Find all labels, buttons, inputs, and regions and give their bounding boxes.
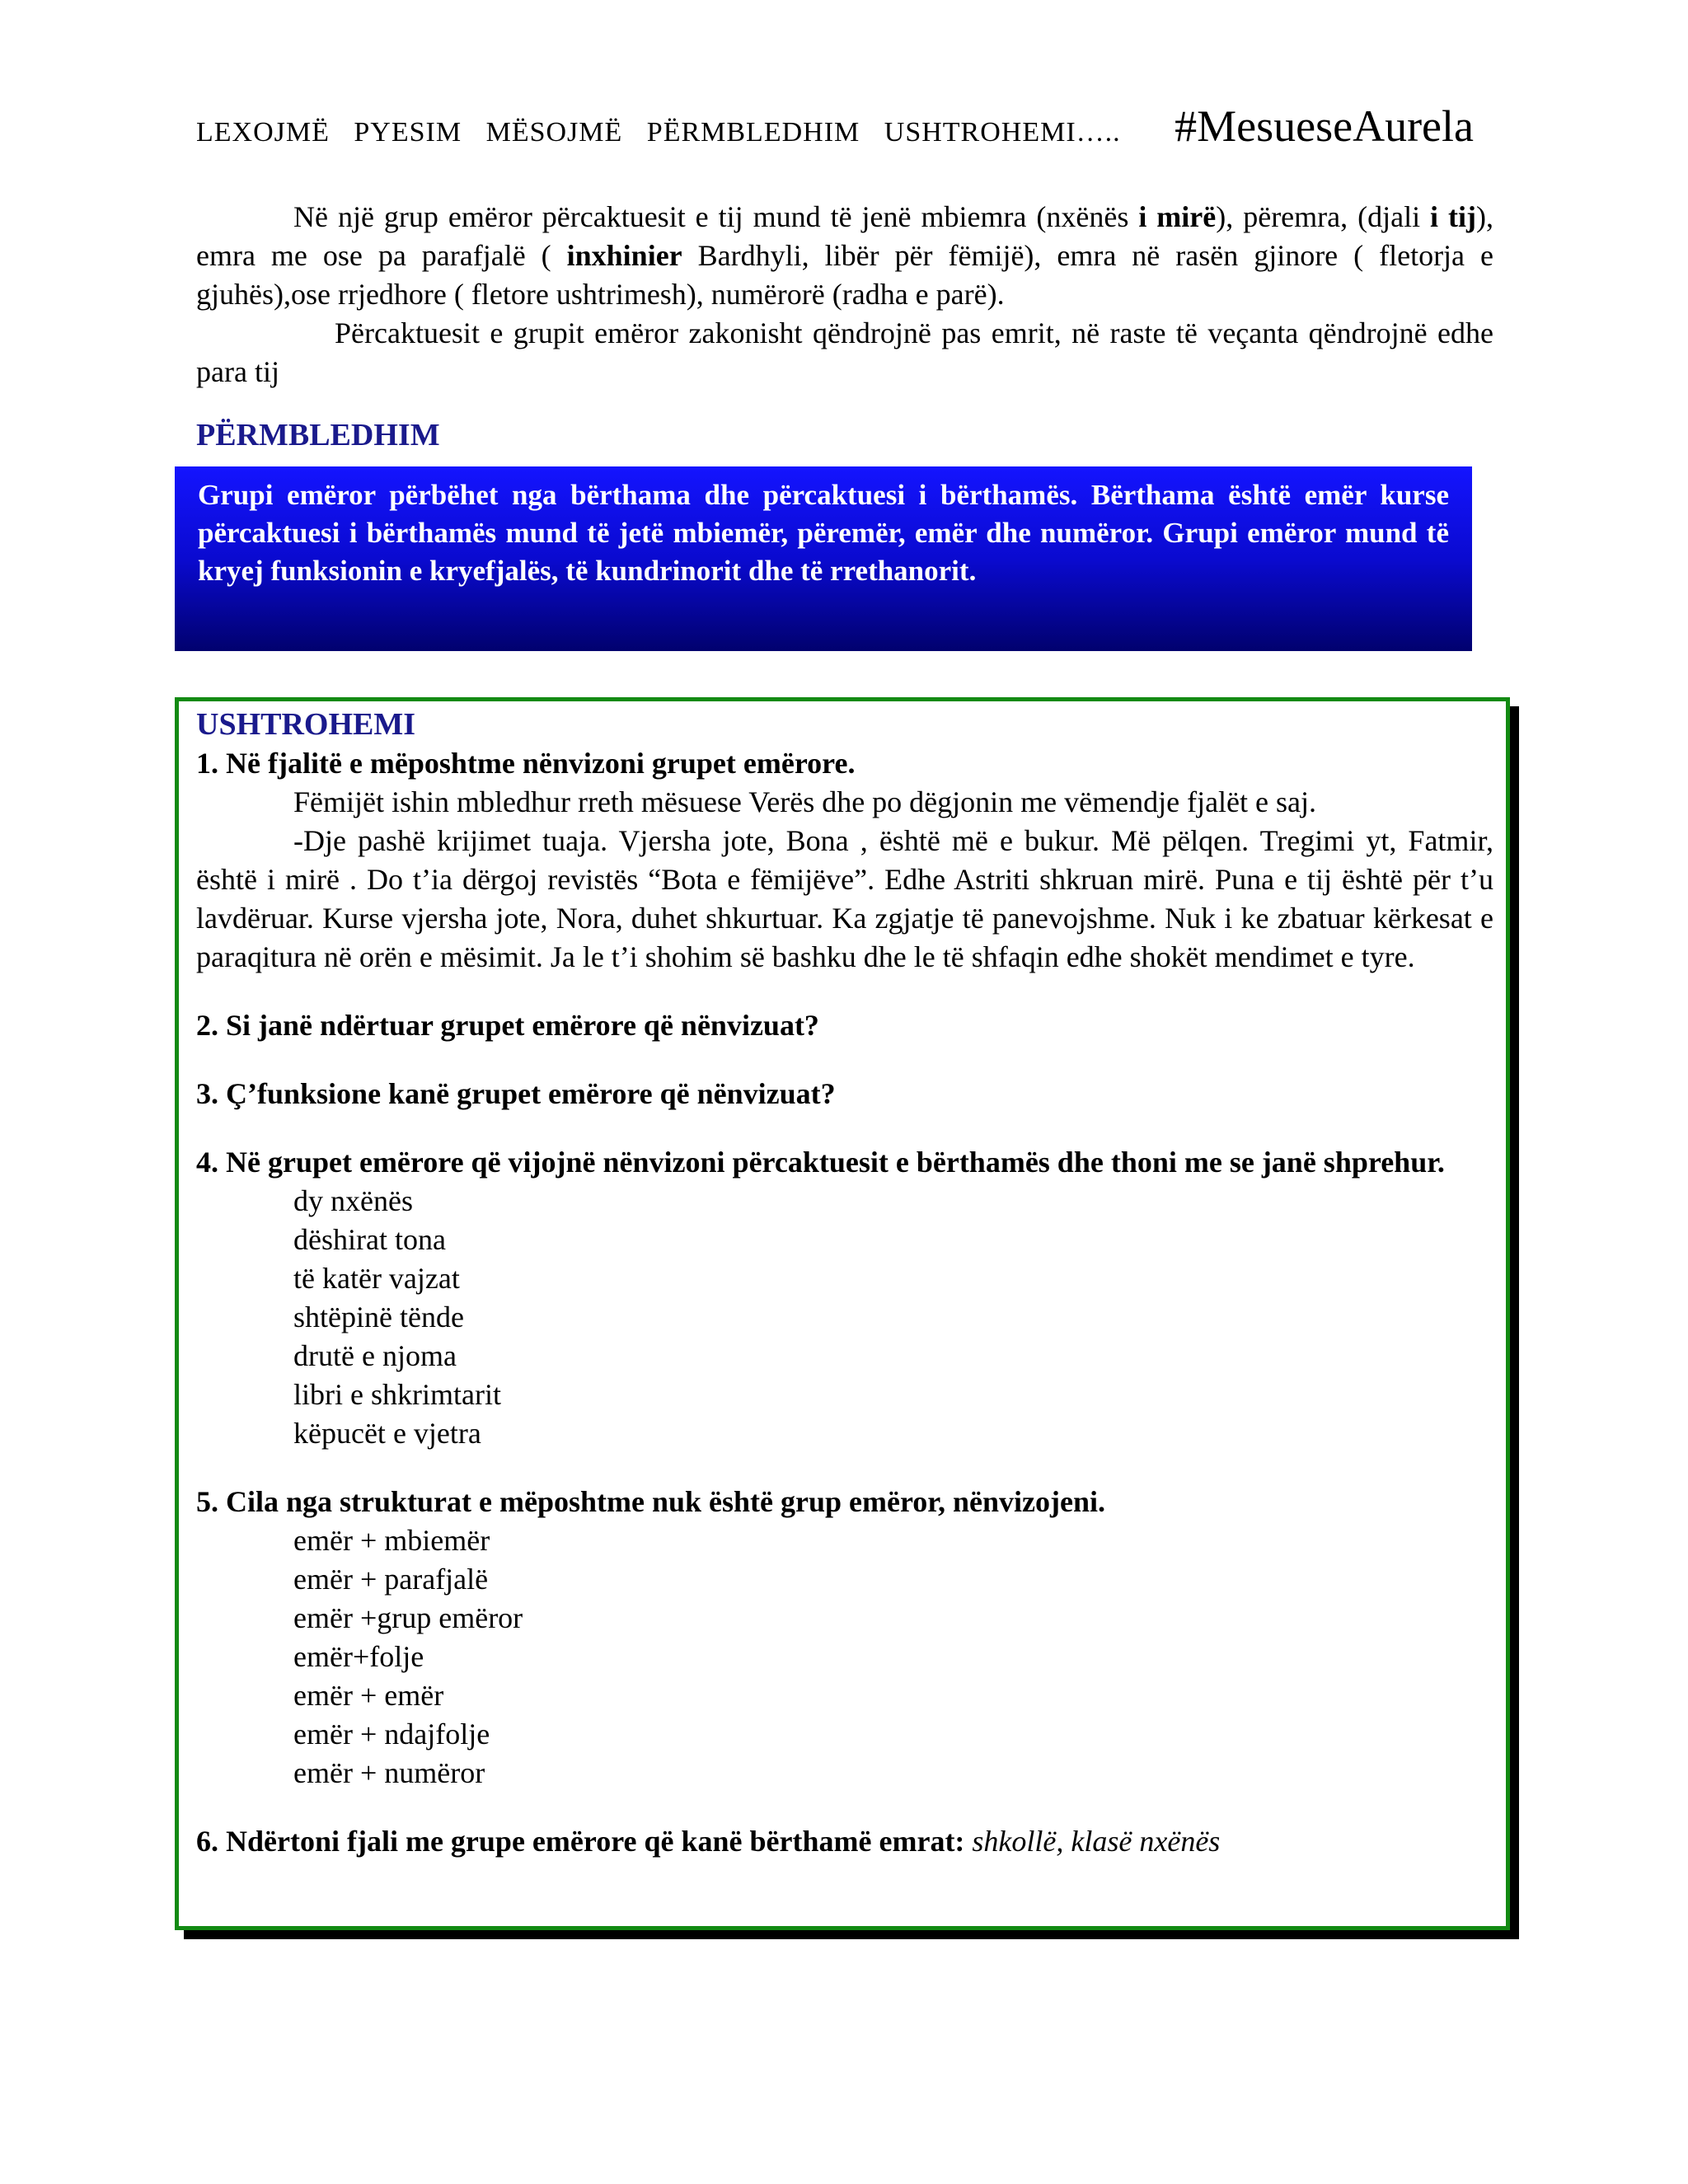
summary-box: Grupi emëror përbëhet nga bërthama dhe përcaktuesi i bërthamës. Bërthama është emër kurse përcaktuesi i bërthamës mund të jetë mbiemër, përemër, emër dhe numëror. Grupi emëror mund të kryej funksionin e kryefjalës, të kundrinorit dhe të rrethanorit. xyxy=(175,466,1472,651)
intro-bold-b: i tij xyxy=(1430,200,1477,233)
intro-section xyxy=(196,198,1493,391)
list-item: emër +grup emëror xyxy=(293,1601,523,1634)
page-header xyxy=(196,101,1474,158)
nav-lexojme: LEXOJMË xyxy=(196,117,330,148)
question-5: 5. Cila nga strukturat e mëposhtme nuk është grup emëror, nënvizojeni. xyxy=(196,1485,1105,1518)
question-4-list xyxy=(196,1182,1493,1453)
question-6 xyxy=(196,1822,1493,1861)
intro-text-d: Bardhyli, libër për fëmijë), emra në rasën gjinore ( fletorja e gjuhës),ose rrjedhore ( fletore ushtrimesh), numërorë (radha e parë). xyxy=(196,239,1493,311)
exercises-content xyxy=(196,705,1493,1861)
header-nav xyxy=(196,117,1137,148)
list-item: emër + mbiemër xyxy=(293,1524,490,1557)
list-item: emër + emër xyxy=(293,1679,444,1712)
question-1-line: Fëmijët ishin mbledhur rreth mësuese Verës dhe po dëgjonin me vëmendje fjalët e saj. xyxy=(293,785,1316,818)
list-item: libri e shkrimtarit xyxy=(293,1378,501,1411)
question-2: 2. Si janë ndërtuar grupet emërore që nënvizuat? xyxy=(196,1009,819,1042)
list-item: këpucët e vjetra xyxy=(293,1417,481,1450)
author-hashtag: #MesueseAurela xyxy=(1175,101,1474,151)
question-4: 4. Në grupet emërore që vijojnë nënvizoni përcaktuesit e bërthamës dhe thoni me se janë shprehur. xyxy=(196,1146,1445,1179)
nav-pyesim: PYESIM xyxy=(354,117,462,148)
list-item: emër+folje xyxy=(293,1640,424,1673)
nav-permbledhim: PËRMBLEDHIM xyxy=(646,117,860,148)
intro-bold-a: i mirë xyxy=(1138,200,1217,233)
intro-bold-c: inxhinier xyxy=(566,239,682,272)
intro-paragraph-2: Përcaktuesit e grupit emëror zakonisht qëndrojnë pas emrit, në raste të veçanta qëndrojnë edhe para tij xyxy=(196,316,1493,388)
list-item: shtëpinë tënde xyxy=(293,1301,464,1333)
intro-text-a: Në një grup emëror përcaktuesit e tij mund të jenë mbiemra (nxënës xyxy=(293,200,1139,233)
exercises-title: USHTROHEMI xyxy=(196,707,416,742)
list-item: dy nxënës xyxy=(293,1184,413,1217)
list-item: emër + numëror xyxy=(293,1756,485,1789)
list-item: të katër vajzat xyxy=(293,1262,460,1295)
question-3: 3. Ç’funksione kanë grupet emërore që nënvizuat? xyxy=(196,1077,836,1110)
intro-text-c: ), emra me ose pa parafjalë ( xyxy=(196,200,1494,272)
nav-mesojme: MËSOJMË xyxy=(485,117,623,148)
question-1-paragraph: -Dje pashë krijimet tuaja. Vjersha jote, Bona , është më e bukur. Më pëlqen. Tregimi yt, Fatmir, është i mirë . Do t’ia dërgoj revistës “Bota e fëmijëve”. Edhe Astriti shkruan mirë. Puna e tij është për t’u lavdëruar. Kurse vjersha jote, Nora, duhet shkurtuar. Ka zgjatje të panevojshme. Nuk i ke zbatuar kërkesat e paraqitura në orën e mësimit. Ja le t’i shohim së bashku dhe le të shfaqin edhe shokët mendimet e tyre. xyxy=(196,824,1493,973)
list-item: drutë e njoma xyxy=(293,1339,457,1372)
summary-title: PËRMBLEDHIM xyxy=(196,418,440,452)
intro-paragraph-1 xyxy=(196,198,1493,314)
question-1: 1. Në fjalitë e mëposhtme nënvizoni grupet emërore. xyxy=(196,747,856,780)
question-6-text: 6. Ndërtoni fjali me grupe emërore që kanë bërthamë emrat: xyxy=(196,1825,965,1858)
list-item: emër + parafjalë xyxy=(293,1563,489,1596)
intro-text-b: ), përemra, (djali xyxy=(1216,200,1431,233)
list-item: emër + ndajfolje xyxy=(293,1718,490,1750)
nav-ushtrohemi: USHTROHEMI….. xyxy=(884,117,1121,148)
question-5-list xyxy=(196,1521,1493,1793)
list-item: dëshirat tona xyxy=(293,1223,446,1256)
question-6-words: shkollë, klasë nxënës xyxy=(972,1825,1221,1858)
